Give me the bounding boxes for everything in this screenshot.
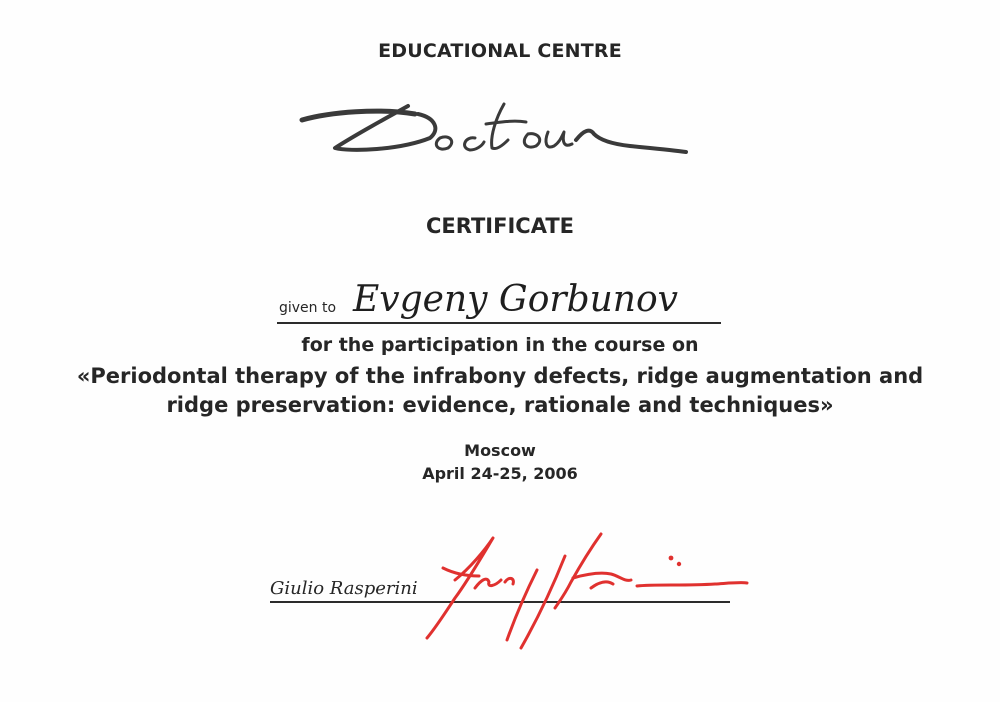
recipient-line [277, 270, 721, 324]
organization-header: EDUCATIONAL CENTRE [378, 40, 622, 62]
course-intro: for the participation in the course on [301, 334, 699, 356]
course-city: Moscow [464, 441, 536, 460]
given-to-label: given to [279, 300, 337, 316]
doctour-logo [290, 92, 690, 164]
course-title [0, 362, 1000, 420]
handwritten-signature [415, 528, 755, 653]
recipient-name: Evgeny Gorbunov [353, 279, 679, 320]
course-title-line-1: «Periodontal therapy of the infrabony defects, ridge augmentation and [76, 364, 924, 388]
course-title-line-2: ridge preservation: evidence, rationale and techniques» [166, 393, 834, 417]
certificate-title: CERTIFICATE [426, 214, 574, 238]
course-date: April 24-25, 2006 [422, 464, 578, 483]
signatory-name: Giulio Rasperini [270, 578, 418, 599]
